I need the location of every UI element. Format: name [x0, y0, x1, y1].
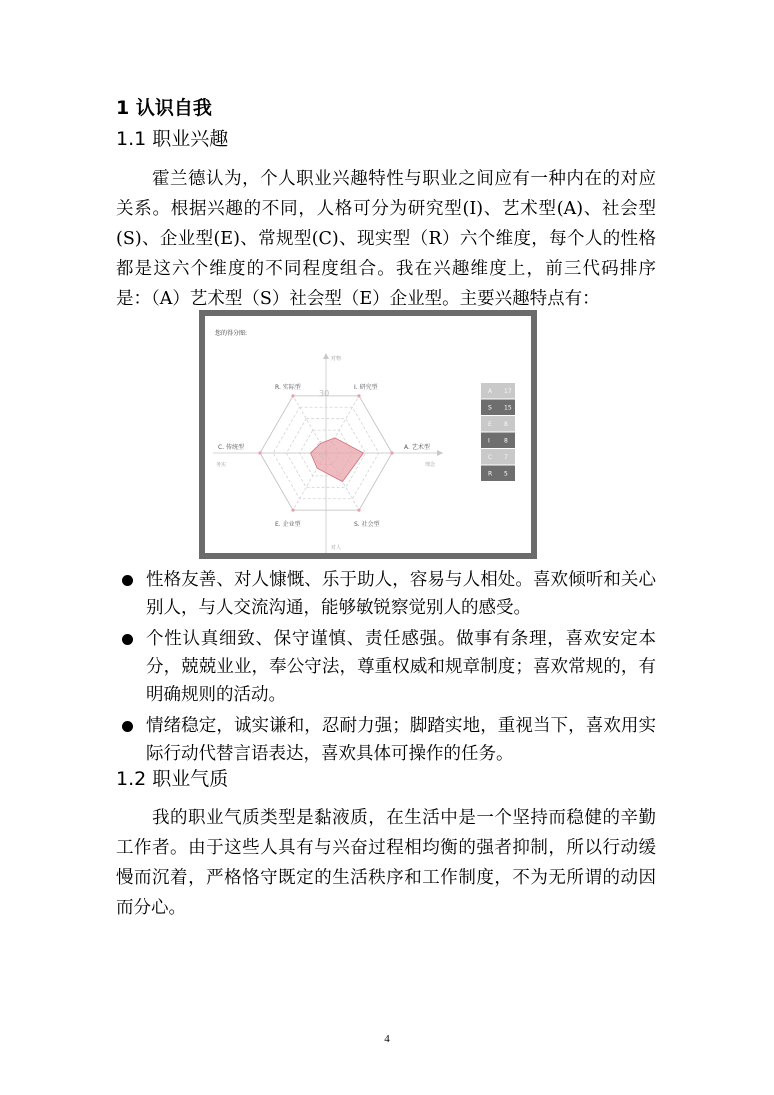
label-S: S. 社会型 — [354, 521, 380, 528]
legend-value-R: 5 — [504, 470, 508, 478]
score-legend — [481, 383, 515, 481]
legend-code-E: E — [488, 421, 492, 428]
vertex-dot-S — [357, 509, 360, 512]
score-polygon — [311, 438, 364, 482]
legend-value-I: 8 — [504, 437, 508, 445]
page-number: 4 — [384, 1033, 390, 1045]
legend-value-S: 15 — [504, 404, 512, 412]
label-A: A. 艺术型 — [404, 444, 430, 451]
bullet-dot-icon — [122, 634, 133, 645]
legend-value-A: 17 — [504, 388, 512, 395]
axis-arrow-right — [437, 450, 443, 456]
axis-label-bottom: 对人 — [331, 545, 342, 551]
bullet-item: 个性认真细致、保守谨慎、责任感强。做事有条理，喜欢安定本分，兢兢业业，奉公守法，尊重权威和规章制度；喜欢常规的，有明确规则的活动。 — [116, 625, 656, 709]
axis-arrow-top — [323, 353, 329, 359]
label-I: I. 研究型 — [354, 384, 378, 391]
section-1-2-paragraph: 我的职业气质类型是黏液质，在生活中是一个坚持而稳健的辛勤工作者。由于这些人具有与兴奋过程相均衡的强者抑制，所以行动缓慢而沉着，严格恪守既定的生活秩序和工作制度，不为无所谓的动因而分心。 — [116, 808, 656, 918]
tick-outer: 30 — [319, 389, 330, 398]
legend-box-C — [481, 449, 515, 465]
heading-1: 1 认识自我 — [116, 97, 212, 119]
legend-code-I: I — [488, 437, 490, 445]
axis-label-right: 理念 — [425, 462, 436, 468]
vertex-dot-A — [390, 451, 393, 454]
section-1-1-paragraph: 霍兰德认为，个人职业兴趣特性与职业之间应有一种内在的对应关系。根据兴趣的不同，人格可分为研究型(I)、艺术型(A)、社会型(S)、企业型(E)、常规型(C)、现实型（R）六个维度，每个人的性格都是这六个维度的不同程度组合。我在兴趣维度上，前三代码排序是：（A）艺术型（S）社会型（E）企业型。主要兴趣特点有： — [116, 169, 656, 309]
label-R: R. 实际型 — [275, 384, 301, 391]
tick-center: 0 — [319, 452, 323, 459]
section-1-2-title: 1.2 职业气质 — [116, 768, 229, 790]
label-C: C. 传统型 — [218, 444, 245, 451]
legend-box-R — [481, 466, 515, 482]
bullet-item: 情绪稳定，诚实谦和，忍耐力强；脚踏实地，重视当下，喜欢用实际行动代替言语表达，喜欢具体可操作的任务。 — [116, 712, 656, 768]
radar-chart — [205, 316, 531, 553]
legend-box-E — [481, 416, 515, 432]
vertex-dot-C — [258, 451, 261, 454]
chart-title: 您的得分图: — [215, 330, 248, 337]
legend-code-S: S — [488, 404, 492, 412]
bullet-dot-icon — [122, 575, 133, 586]
legend-code-A: A — [488, 388, 493, 395]
legend-box-I — [481, 433, 515, 449]
legend-value-C: 7 — [504, 454, 508, 461]
interest-bullet-list — [116, 566, 656, 771]
vertex-dot-R — [291, 394, 294, 397]
legend-code-R: R — [488, 470, 493, 478]
legend-code-C: C — [488, 454, 493, 461]
legend-value-E: 8 — [504, 421, 508, 428]
axis-label-left: 务实 — [216, 462, 227, 468]
vertex-dot-E — [291, 509, 294, 512]
axis-label-top: 对物 — [331, 356, 342, 362]
bullet-dot-icon — [122, 721, 133, 732]
radar-chart-figure — [199, 310, 537, 559]
section-1-1-title: 1.1 职业兴趣 — [116, 128, 229, 150]
label-E: E. 企业型 — [275, 521, 301, 528]
vertex-dot-I — [357, 394, 360, 397]
bullet-item: 性格友善、对人慷慨、乐于助人，容易与人相处。喜欢倾听和关心别人，与人交流沟通，能够敏锐察觉别人的感受。 — [116, 566, 656, 622]
